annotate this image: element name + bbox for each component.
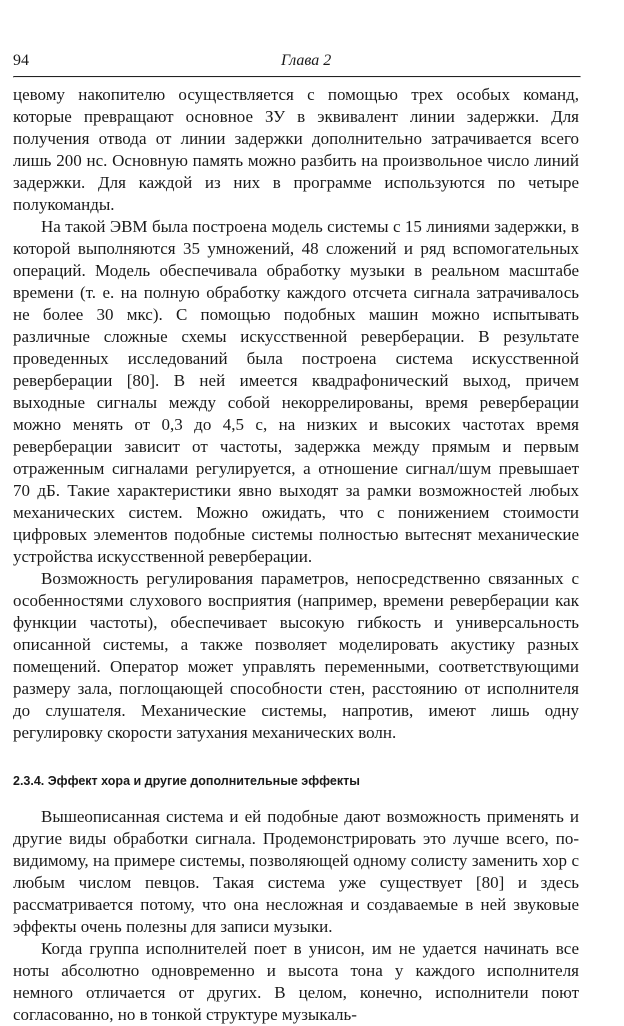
book-page [13, 52, 579, 1026]
page-number: 94 [13, 52, 29, 69]
chapter-title: Глава 2 [281, 52, 332, 69]
header-rule [13, 76, 581, 78]
section-heading: 2.3.4. Эффект хора и другие дополнительные эффекты [13, 774, 360, 788]
page-header [13, 52, 579, 76]
paragraph: На такой ЭВМ была построена модель системы с 15 линиями задержки, в которой выполняются 35 умножений, 48 сложений и ряд вспомогательных операций. Модель обеспечивала обработку музыки в реальном масштабе времени (т. е. на полную обработку каждого отсчета сигнала затрачивалось не более 30 мкс). С помощью подобных машин можно испытывать различные сложные схемы искусственной реверберации. В результате проведенных исследований была построена система искусственной реверберации [80]. В ней имеется квадрафонический выход, причем выходные сигналы между собой некоррелированы, время реверберации можно менять от 0,3 до 4,5 с, на низких и высоких частотах время реверберации зависит от частоты, задержка между прямым и первым отраженным сигналами регулируется, а отношение сигнал/шум превышает 70 дБ. Такие характеристики явно выходят за рамки возможностей любых механических систем. Можно ожидать, что с понижением стоимости цифровых элементов подобные системы полностью вытеснят механические устройства искусственной реверберации. [13, 217, 579, 566]
paragraph: Вышеописанная система и ей подобные дают возможность применять и другие виды обработки сигнала. Продемонстрировать это лучше всего, по-видимому, на примере системы, позволяющей одному солисту заменить хор с любым числом певцов. Такая система уже существует [80] и здесь рассматривается потому, что она несложная и создаваемые в ней звуковые эффекты очень полезны для записи музыки. [13, 807, 579, 936]
paragraph: Возможность регулирования параметров, непосредственно связанных с особенностями слухового восприятия (например, времени реверберации как функции частоты), обеспечивает высокую гибкость и универсальность описанной системы, а также позволяет моделировать акустику разных помещений. Оператор может управлять переменными, соответствующими размеру зала, поглощающей способности стен, расстоянию от исполнителя до слушателя. Механические системы, напротив, имеют лишь одну регулировку скорости затухания механических волн. [13, 569, 579, 742]
paragraph: Когда группа исполнителей поет в унисон, им не удается начинать все ноты абсолютно одновременно и высота тона у каждого исполнителя немного отличается от других. В целом, конечно, исполнители поют согласованно, но в тонкой структуре музыкаль- [13, 939, 579, 1024]
paragraph-continuation: цевому накопителю осуществляется с помощью трех особых команд, которые превращают основное ЗУ в эквивалент линии задержки. Для получения отвода от линии задержки дополнительно затрачивается всего лишь 200 нс. Основную память можно разбить на произвольное число линий задержки. Для каждой из них в программе используются по четыре полукоманды. [13, 85, 579, 214]
page-body [13, 84, 579, 1026]
